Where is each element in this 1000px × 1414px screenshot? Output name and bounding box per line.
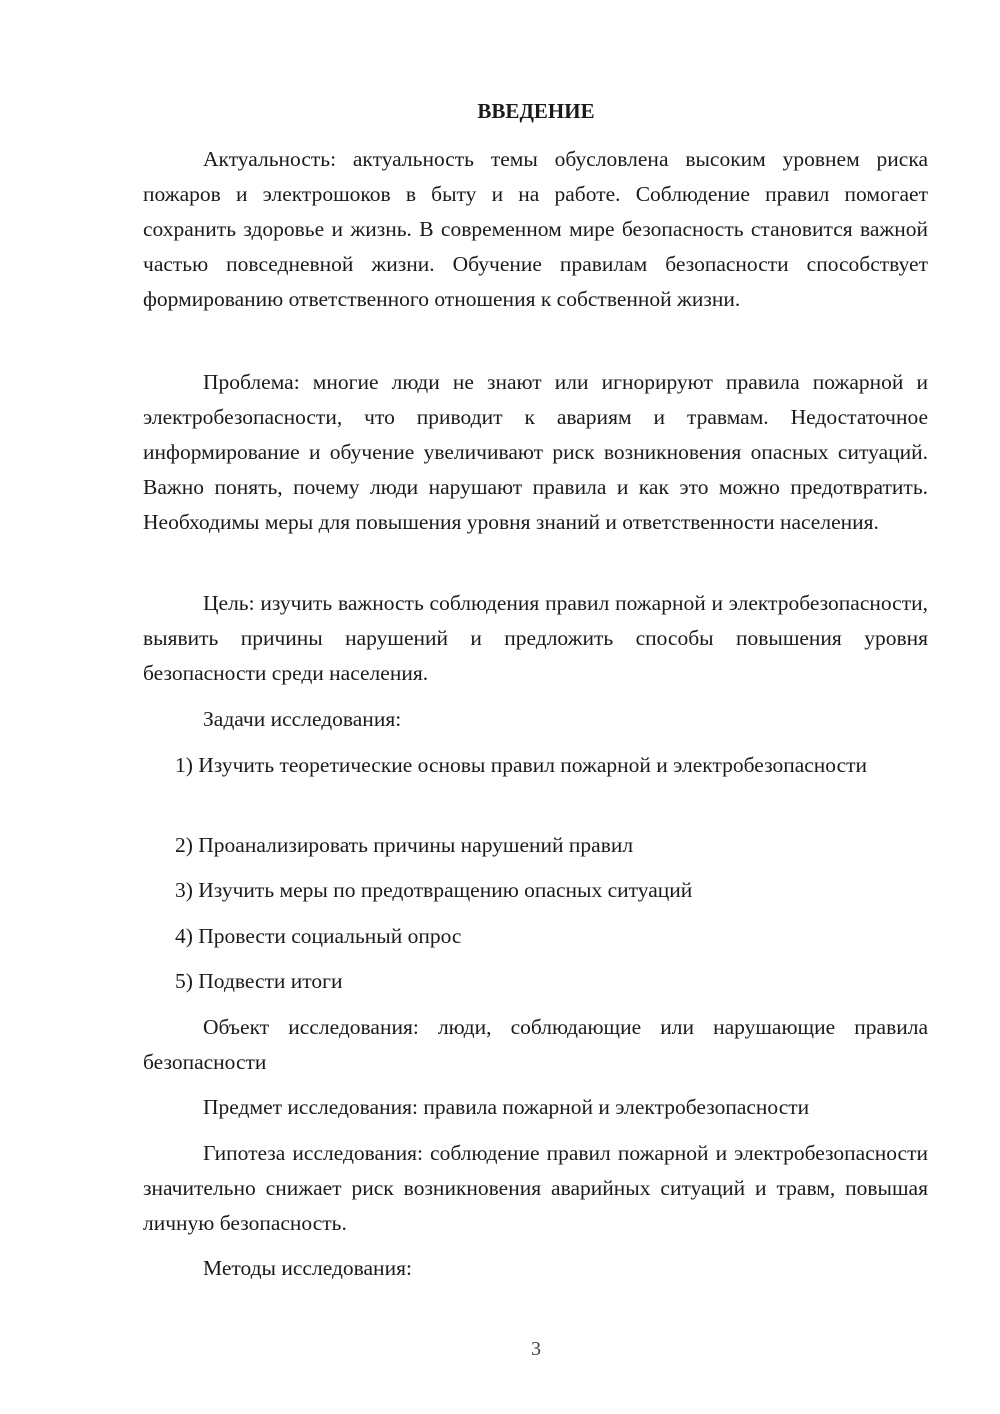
goal-paragraph: Цель: изучить важность соблюдения правил пожарной и электробезопасности, выявить причины нарушений и предложить способы повышения уровня безопасности среди населения. [143,591,928,685]
task-item-2: 2) Проанализировать причины нарушений правил [175,833,634,857]
task-item-3: 3) Изучить меры по предотвращению опасных ситуаций [175,878,693,902]
task-item-1: 1) Изучить теоретические основы правил пожарной и электробезопасности [175,753,868,777]
object-paragraph: Объект исследования: люди, соблюдающие или нарушающие правила безопасности [143,1015,928,1074]
methods-label: Методы исследования: [203,1256,412,1280]
subject-paragraph: Предмет исследования: правила пожарной и электробезопасности [203,1095,810,1119]
relevance-paragraph: Актуальность: актуальность темы обусловлена высоким уровнем риска пожаров и электрошоков в быту и на работе. Соблюдение правил помогает сохранить здоровье и жизнь. В современном мире безопасность становится важной частью повседневной жизни. Обучение правилам безопасности способствует формированию ответственного отношения к собственной жизни. [143,147,928,311]
hypothesis-paragraph: Гипотеза исследования: соблюдение правил пожарной и электробезопасности значительно снижает риск возникновения аварийных ситуаций и травм, повышая личную безопасность. [143,1141,928,1235]
problem-paragraph: Проблема: многие люди не знают или игнорируют правила пожарной и электробезопасности, что приводит к авариям и травмам. Недостаточное информирование и обучение увеличивают риск возникновения опасных ситуаций. Важно понять, почему люди нарушают правила и как это можно предотвратить. Необходимы меры для повышения уровня знаний и ответственности населения. [143,370,928,534]
section-heading: ВВЕДЕНИЕ [477,99,595,123]
task-item-5: 5) Подвести итоги [175,969,343,993]
tasks-label: Задачи исследования: [203,707,402,731]
task-item-4: 4) Провести социальный опрос [175,924,462,948]
page-number: 3 [531,1338,541,1360]
